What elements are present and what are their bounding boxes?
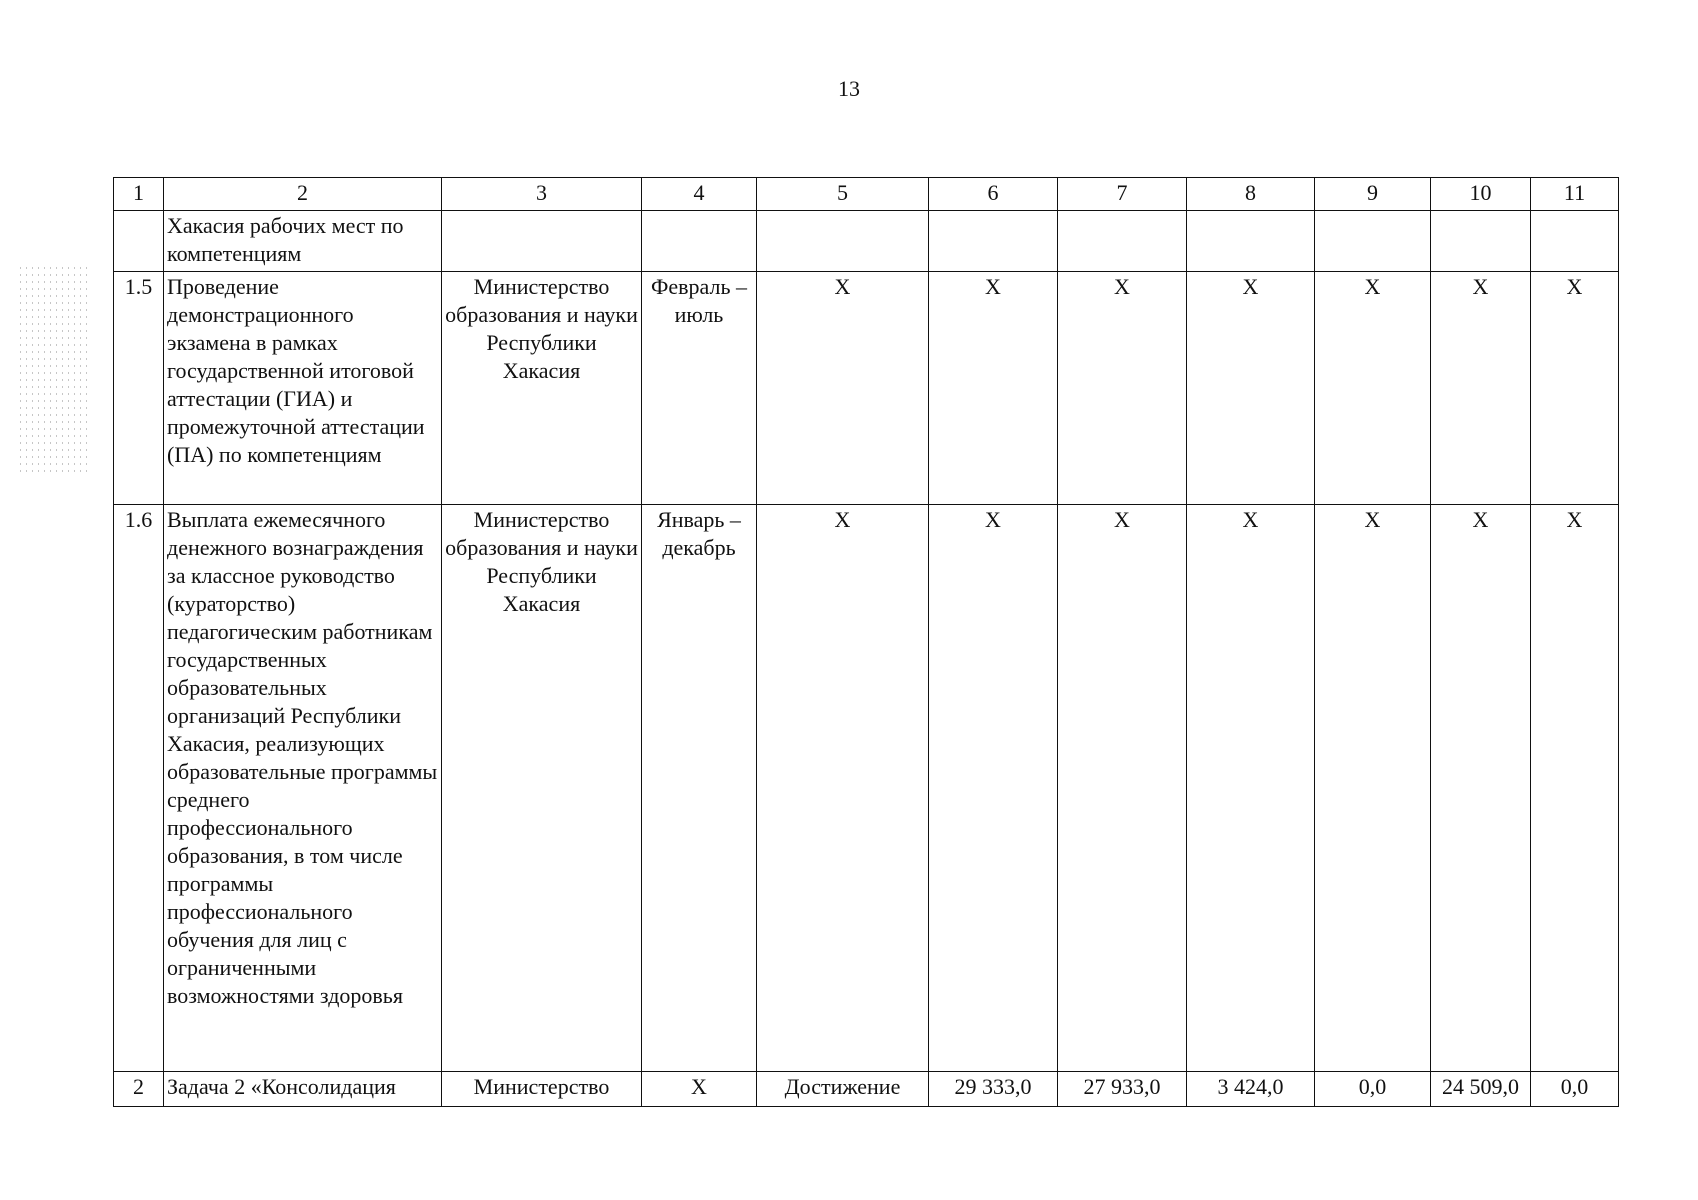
header-cell: 7 xyxy=(1058,178,1187,211)
row-cell-10: Х xyxy=(1431,505,1531,1072)
row-number xyxy=(114,211,164,272)
table-row xyxy=(114,505,1619,1072)
row-name: Задача 2 «Консолидация xyxy=(164,1072,442,1107)
row-cell-9: 0,0 xyxy=(1315,1072,1431,1107)
row-cell-10: 24 509,0 xyxy=(1431,1072,1531,1107)
header-cell: 3 xyxy=(442,178,642,211)
header-cell: 10 xyxy=(1431,178,1531,211)
row-cell-6: Х xyxy=(929,272,1058,505)
row-number: 1.5 xyxy=(114,272,164,505)
row-cell-5: Х xyxy=(757,272,929,505)
table-row xyxy=(114,1072,1619,1107)
header-cell: 8 xyxy=(1187,178,1315,211)
table-row xyxy=(114,272,1619,505)
row-executor: Министерство образования и науки Республики Хакасия xyxy=(442,505,642,1072)
header-cell: 6 xyxy=(929,178,1058,211)
row-cell-11 xyxy=(1531,211,1619,272)
row-cell-9 xyxy=(1315,211,1431,272)
row-executor: Министерство xyxy=(442,1072,642,1107)
header-cell: 5 xyxy=(757,178,929,211)
page-number: 13 xyxy=(838,76,860,101)
row-cell-11: 0,0 xyxy=(1531,1072,1619,1107)
row-executor: Министерство образования и науки Республики Хакасия xyxy=(442,272,642,505)
row-cell-10: Х xyxy=(1431,272,1531,505)
row-executor xyxy=(442,211,642,272)
row-cell-6: 29 333,0 xyxy=(929,1072,1058,1107)
row-cell-9: Х xyxy=(1315,272,1431,505)
row-cell-7: Х xyxy=(1058,505,1187,1072)
header-cell: 1 xyxy=(114,178,164,211)
row-period: Х xyxy=(642,1072,757,1107)
row-cell-7: Х xyxy=(1058,272,1187,505)
row-name: Хакасия рабочих мест по компетенциям xyxy=(164,211,442,272)
row-cell-6: Х xyxy=(929,505,1058,1072)
scan-artifact xyxy=(20,262,92,472)
row-cell-7 xyxy=(1058,211,1187,272)
row-cell-6 xyxy=(929,211,1058,272)
row-period xyxy=(642,211,757,272)
table-row xyxy=(114,211,1619,272)
row-cell-9: Х xyxy=(1315,505,1431,1072)
row-cell-11: Х xyxy=(1531,505,1619,1072)
header-cell: 11 xyxy=(1531,178,1619,211)
header-cell: 2 xyxy=(164,178,442,211)
row-name: Проведение демонстрационного экзамена в рамках государственной итоговой аттестации (ГИА) и промежуточной аттестации (ПА) по компетенциям xyxy=(164,272,442,505)
row-cell-8: Х xyxy=(1187,272,1315,505)
row-cell-5: Х xyxy=(757,505,929,1072)
row-name: Выплата ежемесячного денежного вознаграждения за классное руководство (кураторство) педагогическим работникам государственных образовательных организаций Республики Хакасия, реализующих образовательные программы среднего профессионального образования, в том числе программы профессионального обучения для лиц с ограниченными возможностями здоровья xyxy=(164,505,442,1072)
row-period: Январь – декабрь xyxy=(642,505,757,1072)
row-cell-8: 3 424,0 xyxy=(1187,1072,1315,1107)
row-cell-5: Достижение xyxy=(757,1072,929,1107)
program-table xyxy=(113,177,1619,1107)
row-cell-5 xyxy=(757,211,929,272)
row-cell-8 xyxy=(1187,211,1315,272)
header-cell: 9 xyxy=(1315,178,1431,211)
row-cell-7: 27 933,0 xyxy=(1058,1072,1187,1107)
row-number: 1.6 xyxy=(114,505,164,1072)
row-cell-8: Х xyxy=(1187,505,1315,1072)
row-cell-11: Х xyxy=(1531,272,1619,505)
row-number: 2 xyxy=(114,1072,164,1107)
header-cell: 4 xyxy=(642,178,757,211)
row-period: Февраль – июль xyxy=(642,272,757,505)
table-header-row xyxy=(114,178,1619,211)
row-cell-10 xyxy=(1431,211,1531,272)
